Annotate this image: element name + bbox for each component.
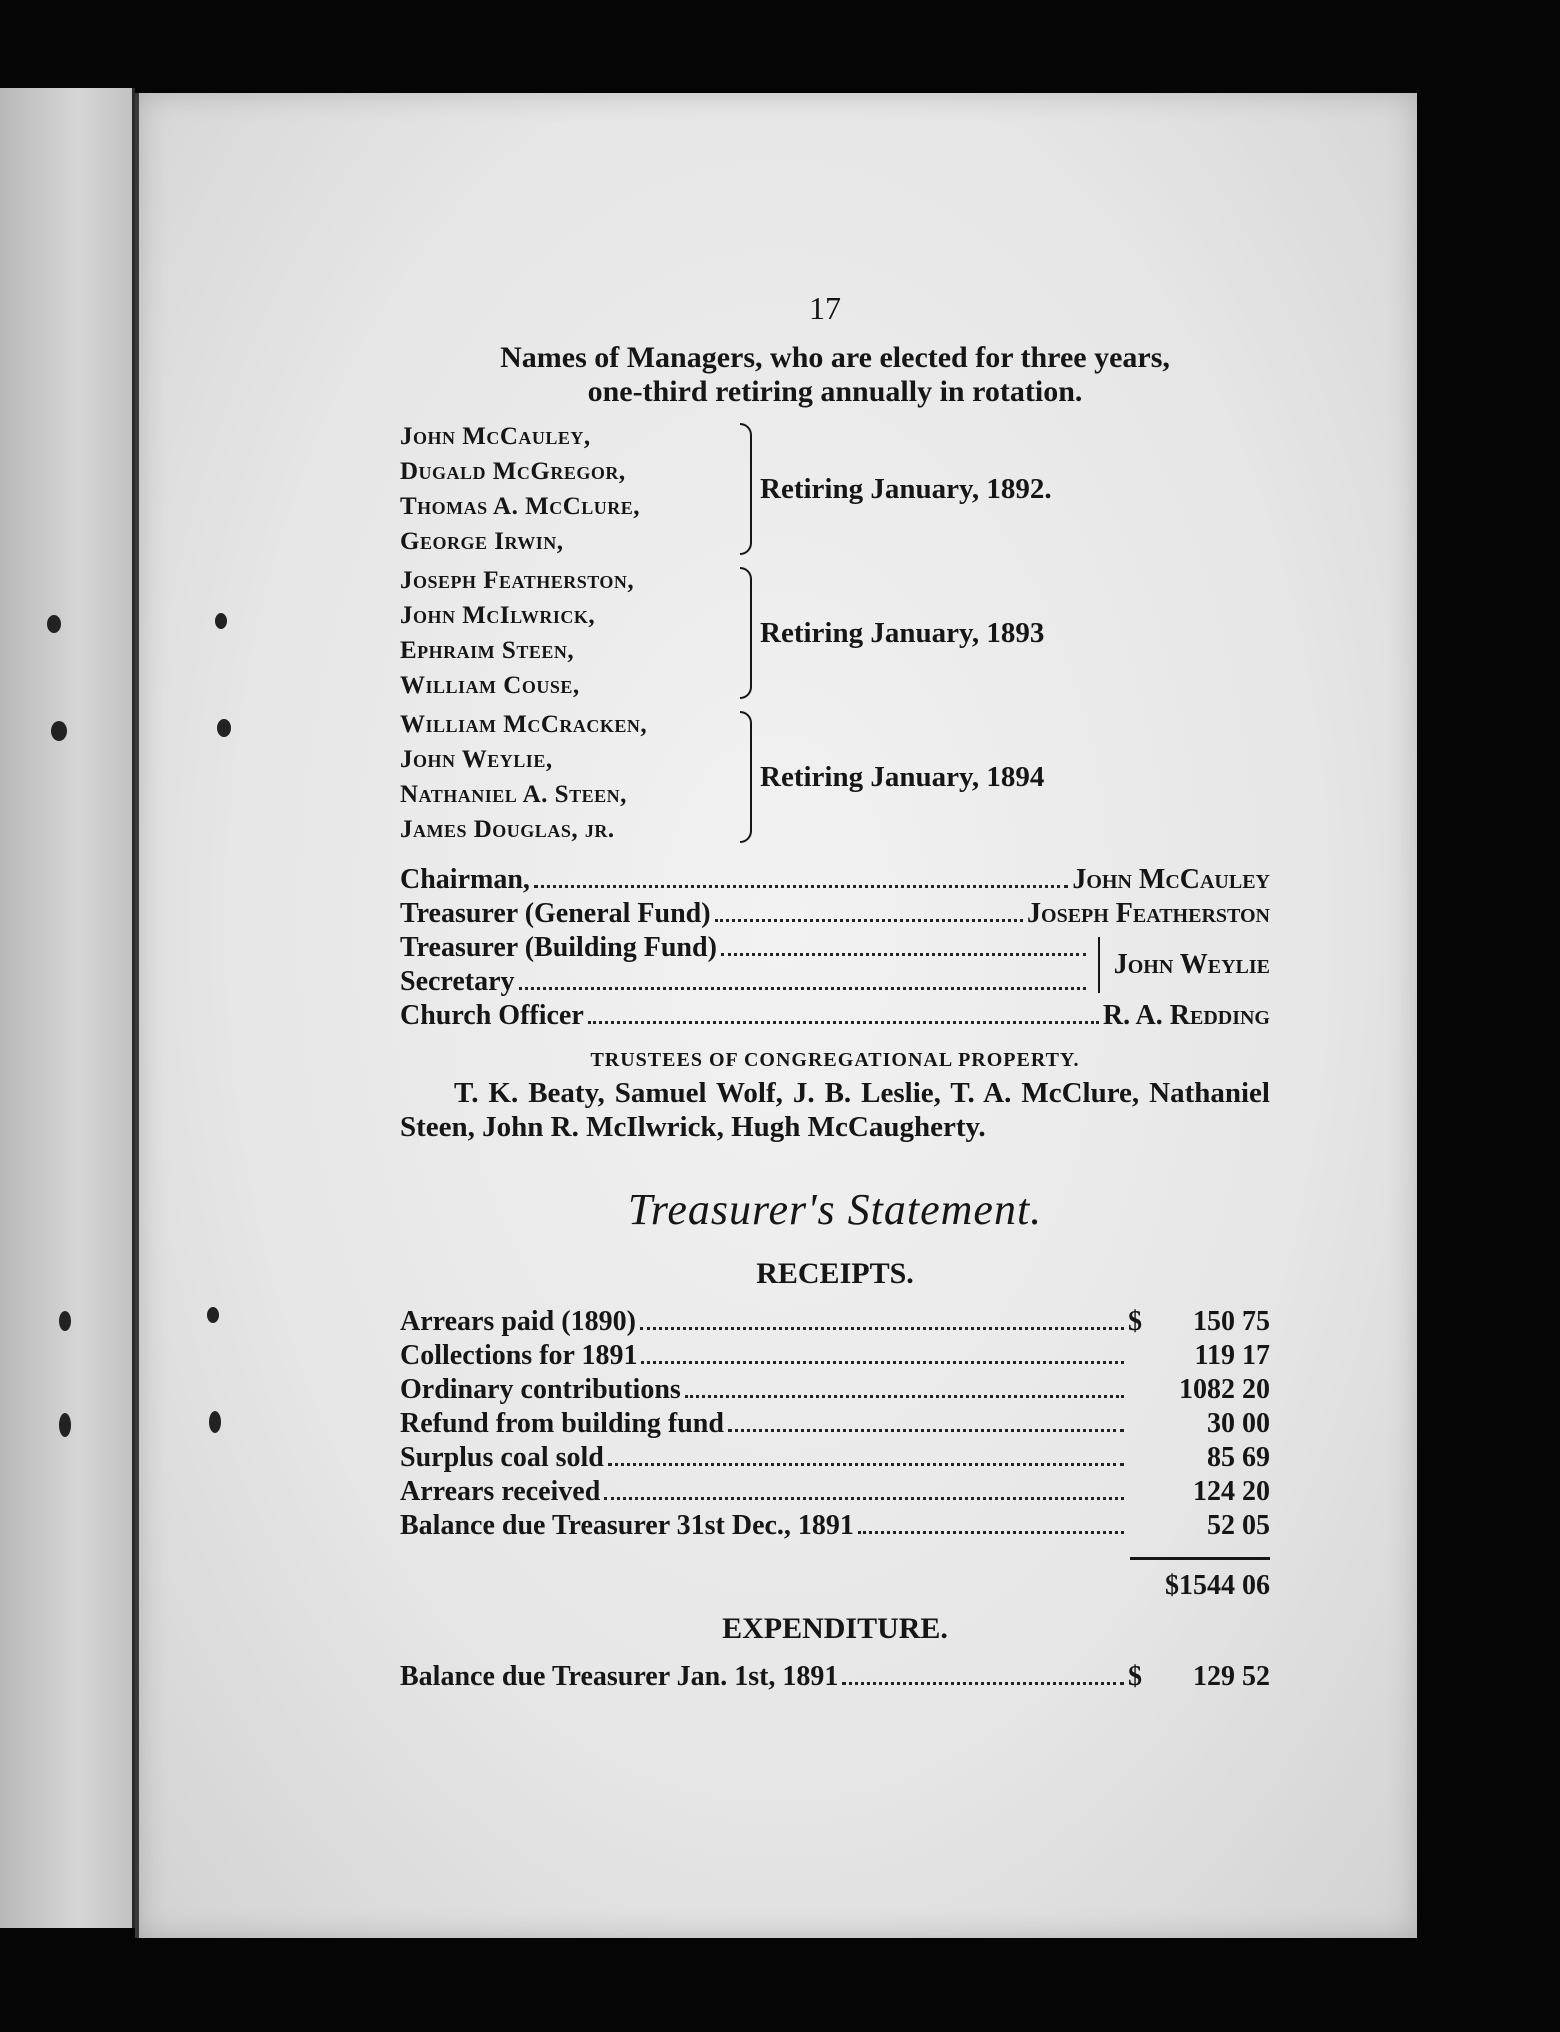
manager-group-1893	[400, 563, 1270, 703]
dot-leader	[608, 1463, 1124, 1466]
dot-leader	[715, 919, 1023, 922]
officer-secretary	[400, 965, 1090, 999]
expenditure-heading: EXPENDITURE.	[722, 1612, 948, 1645]
dollar-sign: $	[1128, 1306, 1142, 1337]
manager-group-1892	[400, 419, 1270, 559]
manager-name: Thomas A. McClure,	[400, 493, 641, 520]
officer-label: Church Officer	[400, 1000, 584, 1031]
ledger-amount: 85 69	[1207, 1442, 1270, 1473]
dot-leader	[842, 1682, 1124, 1685]
list-item	[400, 1373, 1270, 1407]
ink-speck	[209, 1411, 221, 1433]
ledger-label: Arrears paid (1890)	[400, 1306, 636, 1337]
dot-leader	[640, 1327, 1124, 1330]
officer-chairman	[400, 863, 1270, 897]
group-brace	[740, 711, 752, 843]
facing-page-edge	[0, 88, 135, 1928]
ledger-amount: 1082 20	[1179, 1374, 1270, 1405]
manager-name: Joseph Featherston,	[400, 567, 635, 594]
manager-name: William Couse,	[400, 672, 580, 699]
trustees-list: T. K. Beaty, Samuel Wolf, J. B. Leslie, T. A. McClure, Nathaniel Steen, John R. McIlwrick, Hugh McCaugherty.	[400, 1077, 1270, 1143]
retiring-label: Retiring January, 1893	[760, 616, 1045, 649]
trustees-heading: TRUSTEES OF CONGREGATIONAL PROPERTY.	[590, 1049, 1080, 1071]
ledger-amount: 124 20	[1193, 1476, 1270, 1507]
officer-label: Secretary	[400, 966, 515, 997]
manager-name: Dugald McGregor,	[400, 458, 626, 485]
dot-leader	[641, 1361, 1124, 1364]
list-item	[400, 1509, 1270, 1543]
manager-name: James Douglas, jr.	[400, 816, 615, 843]
managers-heading-line-1: Names of Managers, who are elected for three years,	[500, 341, 1170, 374]
manager-names	[400, 563, 740, 703]
list-item	[400, 1475, 1270, 1509]
dot-leader	[728, 1429, 1124, 1432]
dot-leader	[519, 987, 1086, 990]
manager-name: John Weylie,	[400, 746, 553, 773]
manager-name: John McCauley,	[400, 423, 591, 450]
shared-officer-labels	[400, 931, 1090, 999]
list-item	[400, 1660, 1270, 1694]
manager-name: Nathaniel A. Steen,	[400, 781, 627, 808]
total-rule	[1130, 1557, 1270, 1560]
manager-group-1894	[400, 707, 1270, 847]
officer-treasurer-building	[400, 931, 1090, 965]
manager-name: George Irwin,	[400, 528, 564, 555]
statement-title: Treasurer's Statement.	[627, 1185, 1043, 1234]
ledger-amount: 119 17	[1194, 1340, 1270, 1371]
shared-brace	[1098, 937, 1106, 993]
list-item	[400, 1441, 1270, 1475]
dot-leader	[685, 1395, 1124, 1398]
officer-name: R. A. Redding	[1102, 1000, 1270, 1031]
page-number: 17	[809, 290, 841, 326]
manager-name: Ephraim Steen,	[400, 637, 575, 664]
list-item	[400, 1407, 1270, 1441]
ledger-label: Arrears received	[400, 1476, 601, 1507]
expenditure-list	[400, 1660, 1270, 1694]
ink-speck	[59, 1311, 71, 1331]
ink-speck	[217, 719, 231, 737]
dot-leader	[721, 953, 1086, 956]
ledger-amount: 30 00	[1207, 1408, 1270, 1439]
retiring-label: Retiring January, 1892.	[760, 472, 1052, 505]
ink-speck	[59, 1413, 71, 1437]
officer-treasurer-general	[400, 897, 1270, 931]
dot-leader	[588, 1021, 1099, 1024]
dot-leader	[604, 1497, 1124, 1500]
manager-name: John McIlwrick,	[400, 602, 596, 629]
ink-speck	[51, 721, 67, 741]
ledger-amount: 150 75	[1193, 1306, 1270, 1337]
list-item	[400, 1339, 1270, 1373]
officer-label: Treasurer (Building Fund)	[400, 932, 717, 963]
officer-name: John McCauley	[1072, 864, 1270, 895]
officer-label: Treasurer (General Fund)	[400, 898, 711, 929]
managers-heading	[400, 341, 1270, 409]
ledger-label: Surplus coal sold	[400, 1442, 604, 1473]
managers-heading-line-2: one-third retiring annually in rotation.	[587, 375, 1083, 408]
officers-list	[400, 863, 1270, 1033]
ledger-label: Balance due Treasurer Jan. 1st, 1891	[400, 1661, 839, 1692]
receipts-list	[400, 1305, 1270, 1543]
dot-leader	[858, 1531, 1124, 1534]
ledger-label: Collections for 1891	[400, 1340, 638, 1371]
shared-officer-block	[400, 931, 1270, 999]
dot-leader	[534, 885, 1068, 888]
receipts-heading: RECEIPTS.	[756, 1257, 914, 1290]
page-content	[400, 290, 1270, 1694]
ledger-label: Ordinary contributions	[400, 1374, 681, 1405]
ledger-amount: 52 05	[1207, 1510, 1270, 1541]
officer-name: Joseph Featherston	[1027, 898, 1270, 929]
manager-name: William McCracken,	[400, 711, 648, 738]
receipts-total: $1544 06	[1165, 1570, 1270, 1601]
dollar-sign: $	[1128, 1661, 1142, 1692]
officer-label: Chairman,	[400, 864, 530, 895]
group-brace	[740, 567, 752, 699]
group-brace	[740, 423, 752, 555]
ledger-amount: 129 52	[1193, 1661, 1270, 1692]
ink-speck	[207, 1307, 219, 1323]
list-item	[400, 1305, 1270, 1339]
ink-speck	[215, 613, 227, 629]
officer-church-officer	[400, 999, 1270, 1033]
ledger-label: Refund from building fund	[400, 1408, 724, 1439]
manager-names	[400, 707, 740, 847]
ledger-label: Balance due Treasurer 31st Dec., 1891	[400, 1510, 854, 1541]
manager-names	[400, 419, 740, 559]
ink-speck	[47, 615, 61, 633]
retiring-label: Retiring January, 1894	[760, 760, 1045, 793]
officer-name: John Weylie	[1113, 949, 1270, 980]
